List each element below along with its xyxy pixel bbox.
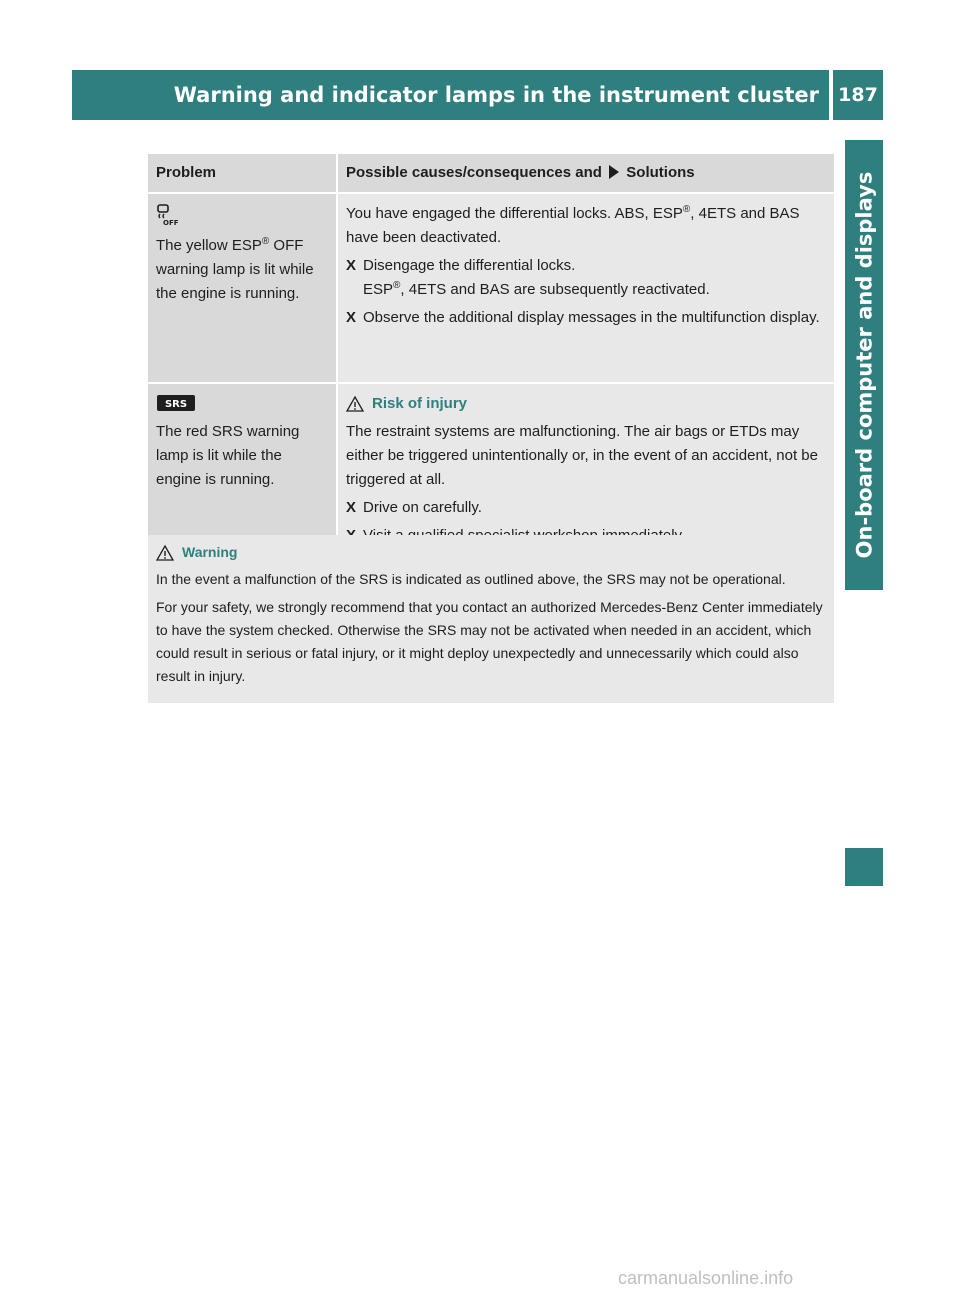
step-marker-icon: X [346, 257, 357, 274]
table-row [148, 382, 834, 560]
warning-title: Warning [182, 544, 238, 560]
column-header-solutions-suffix: Solutions [626, 164, 695, 181]
registered-mark: ® [682, 204, 691, 215]
side-tab-label-wrap [845, 140, 883, 590]
column-header-solutions-prefix: Possible causes/consequences and [346, 164, 602, 181]
problem-text-srs: The red SRS warning lamp is lit while the engine is running. [156, 423, 300, 488]
esp-off-icon [156, 204, 179, 227]
esp-intro-b: , 4ETS and BAS have been deactivated. [346, 205, 800, 246]
step-text: Observe the additional display messages in the multifunction display. [363, 309, 820, 326]
arrow-right-icon [609, 165, 619, 179]
warning-paragraph: In the event a malfunction of the SRS is indicated as outlined above, the SRS may not be operational. [156, 571, 786, 587]
problem-esp-text-b: OFF warning lamp is lit while the engine is running. [156, 237, 314, 302]
warning-box [148, 535, 834, 703]
risk-text: The restraint systems are malfunctioning. The air bags or ETDs may either be triggered unintentionally or, in the event of an accident, not be triggered at all. [346, 423, 818, 488]
registered-mark: ® [393, 280, 401, 291]
watermark: carmanualsonline.info [618, 1268, 794, 1288]
step-item [346, 306, 826, 330]
column-header-problem: Problem [148, 154, 338, 194]
srs-icon-text: SRS [164, 399, 188, 410]
step-result-b: , 4ETS and BAS are subsequently reactivated. [400, 281, 710, 298]
risk-heading [346, 392, 826, 416]
esp-intro-a: You have engaged the differential locks. ABS, ESP [346, 205, 683, 222]
page-header-title-bar [72, 70, 829, 120]
table-row [148, 194, 834, 382]
table-header-row [148, 154, 834, 194]
step-text: Drive on carefully. [363, 499, 482, 516]
problem-cell-srs [148, 382, 338, 560]
problem-text-esp [156, 234, 328, 306]
page-number-box [833, 70, 883, 120]
srs-icon [156, 394, 196, 412]
side-marker-block [845, 848, 883, 886]
warning-paragraph: For your safety, we strongly recommend that you contact an authorized Mercedes-Benz Center immediately to have the system checked. Otherwise the SRS may not be activated when needed in an accident, which could result in serious or fatal injury, or it might deploy unexpectedly and unnecessarily which could also result in injury. [156, 599, 823, 684]
solution-cell-esp [338, 194, 834, 382]
page-number: 187 [838, 84, 878, 106]
column-header-solutions [338, 154, 834, 194]
registered-mark: ® [261, 236, 270, 247]
solution-cell-srs [338, 382, 834, 560]
page-header-title: Warning and indicator lamps in the instrument cluster [173, 83, 819, 107]
step-marker-icon: X [346, 309, 357, 326]
esp-intro-text [346, 202, 826, 250]
svg-text:OFF: OFF [163, 219, 179, 227]
step-item [346, 496, 826, 520]
troubleshooting-table [148, 154, 834, 560]
step-marker-icon: X [346, 499, 357, 516]
step-result-text [363, 278, 826, 302]
problem-cell-esp [148, 194, 338, 382]
step-result-a: ESP [363, 281, 394, 298]
warning-triangle-icon [346, 396, 364, 412]
problem-esp-text-a: The yellow ESP [156, 237, 262, 254]
warning-triangle-icon [156, 545, 174, 561]
step-text: Disengage the differential locks. [363, 257, 576, 274]
step-item [346, 254, 826, 302]
warning-heading [156, 541, 826, 564]
side-tab-label: On-board computer and displays [852, 171, 876, 559]
risk-title: Risk of injury [372, 395, 468, 412]
